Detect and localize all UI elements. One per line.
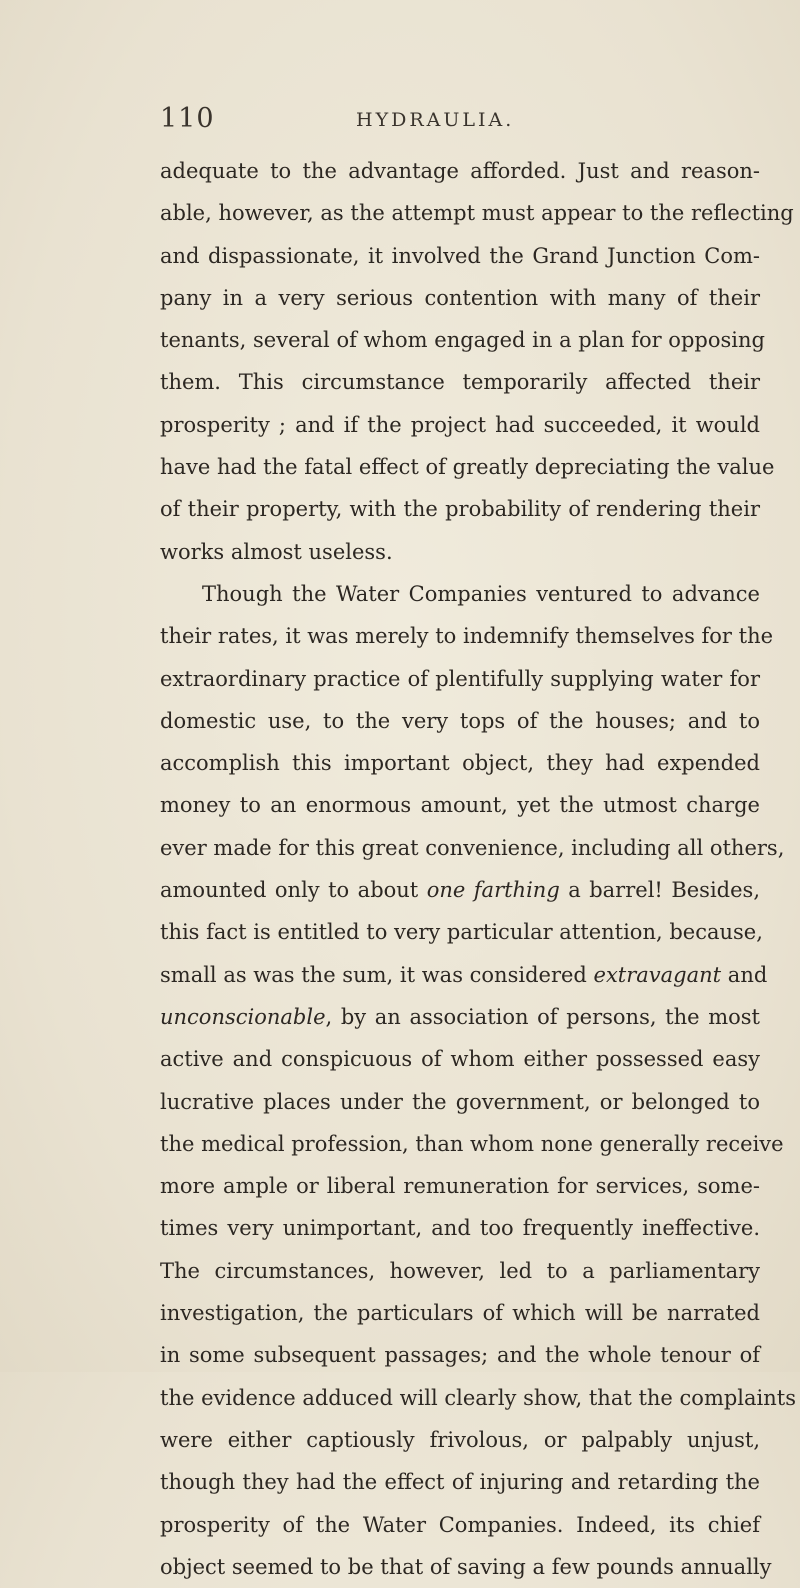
text-line: ever made for this great convenience, including all others,	[160, 835, 785, 860]
text-line: adequate to the advantage afforded. Just and reason-	[160, 159, 760, 183]
text-segment: , by an association of persons, the most	[325, 1004, 760, 1029]
text-line-with-italic	[160, 954, 768, 996]
text-line-with-italic	[160, 996, 760, 1038]
text-line: and dispassionate, it involved the Grand Junction Com-	[160, 243, 760, 268]
text-line: prosperity ; and if the project had succeeded, it would	[160, 412, 760, 437]
text-line: them. This circumstance temporarily affected their	[160, 370, 760, 395]
text-line: tenants, several of whom engaged in a plan for opposing	[160, 328, 765, 353]
body-text	[160, 150, 796, 1588]
text-line: the evidence adduced will clearly show, that the complaints	[160, 1385, 796, 1410]
text-line: have had the fatal effect of greatly depreciating the value	[160, 455, 775, 480]
text-line: object seemed to be that of saving a few pounds annually	[160, 1554, 772, 1579]
text-line: though they had the effect of injuring and retarding the	[160, 1470, 760, 1495]
text-line: active and conspicuous of whom either possessed easy	[160, 1047, 760, 1072]
text-line: of their property, with the probability of rendering their	[160, 497, 760, 522]
text-line: lucrative places under the government, or belonged to	[160, 1089, 760, 1114]
text-line-paragraph-end: works almost useless.	[160, 539, 393, 564]
running-head	[160, 103, 760, 137]
text-segment: and	[721, 962, 768, 987]
italic-word: unconscionable	[160, 1004, 326, 1029]
text-line: their rates, it was merely to indemnify themselves for the	[160, 624, 774, 649]
text-line: domestic use, to the very tops of the houses; and to	[160, 708, 760, 733]
page-number: 110	[160, 103, 215, 134]
text-line-paragraph-start: Though the Water Companies ventured to advance	[202, 581, 760, 606]
text-line: accomplish this important object, they had expended	[160, 751, 760, 776]
italic-word: extravagant	[593, 962, 722, 987]
text-line: this fact is entitled to very particular attention, because,	[160, 920, 763, 945]
text-line: able, however, as the attempt must appear to the reflecting	[160, 201, 794, 226]
text-line: pany in a very serious contention with many of their	[160, 285, 760, 310]
text-line: times very unimportant, and too frequently ineffective.	[160, 1216, 760, 1241]
text-line: more ample or liberal remuneration for services, some-	[160, 1174, 760, 1199]
text-line: extraordinary practice of plentifully supplying water for	[160, 666, 760, 691]
text-segment: small as was the sum, it was considered	[160, 962, 594, 987]
text-line: in some subsequent passages; and the whole tenour of	[160, 1343, 760, 1368]
text-line: were either captiously frivolous, or palpably unjust,	[160, 1427, 760, 1452]
italic-phrase: one farthing	[426, 878, 560, 903]
text-segment: amounted only to about	[160, 878, 427, 903]
text-line: prosperity of the Water Companies. Indeed, its chief	[160, 1512, 760, 1537]
text-segment: a barrel! Besides,	[559, 878, 760, 903]
text-line: the medical profession, than whom none generally receive	[160, 1131, 784, 1156]
text-line: The circumstances, however, led to a parliamentary	[160, 1258, 760, 1283]
text-line: money to an enormous amount, yet the utmost charge	[160, 793, 760, 818]
running-title: HYDRAULIA.	[356, 109, 515, 131]
text-line: investigation, the particulars of which will be narrated	[160, 1301, 760, 1326]
text-line-with-italic	[160, 869, 760, 911]
